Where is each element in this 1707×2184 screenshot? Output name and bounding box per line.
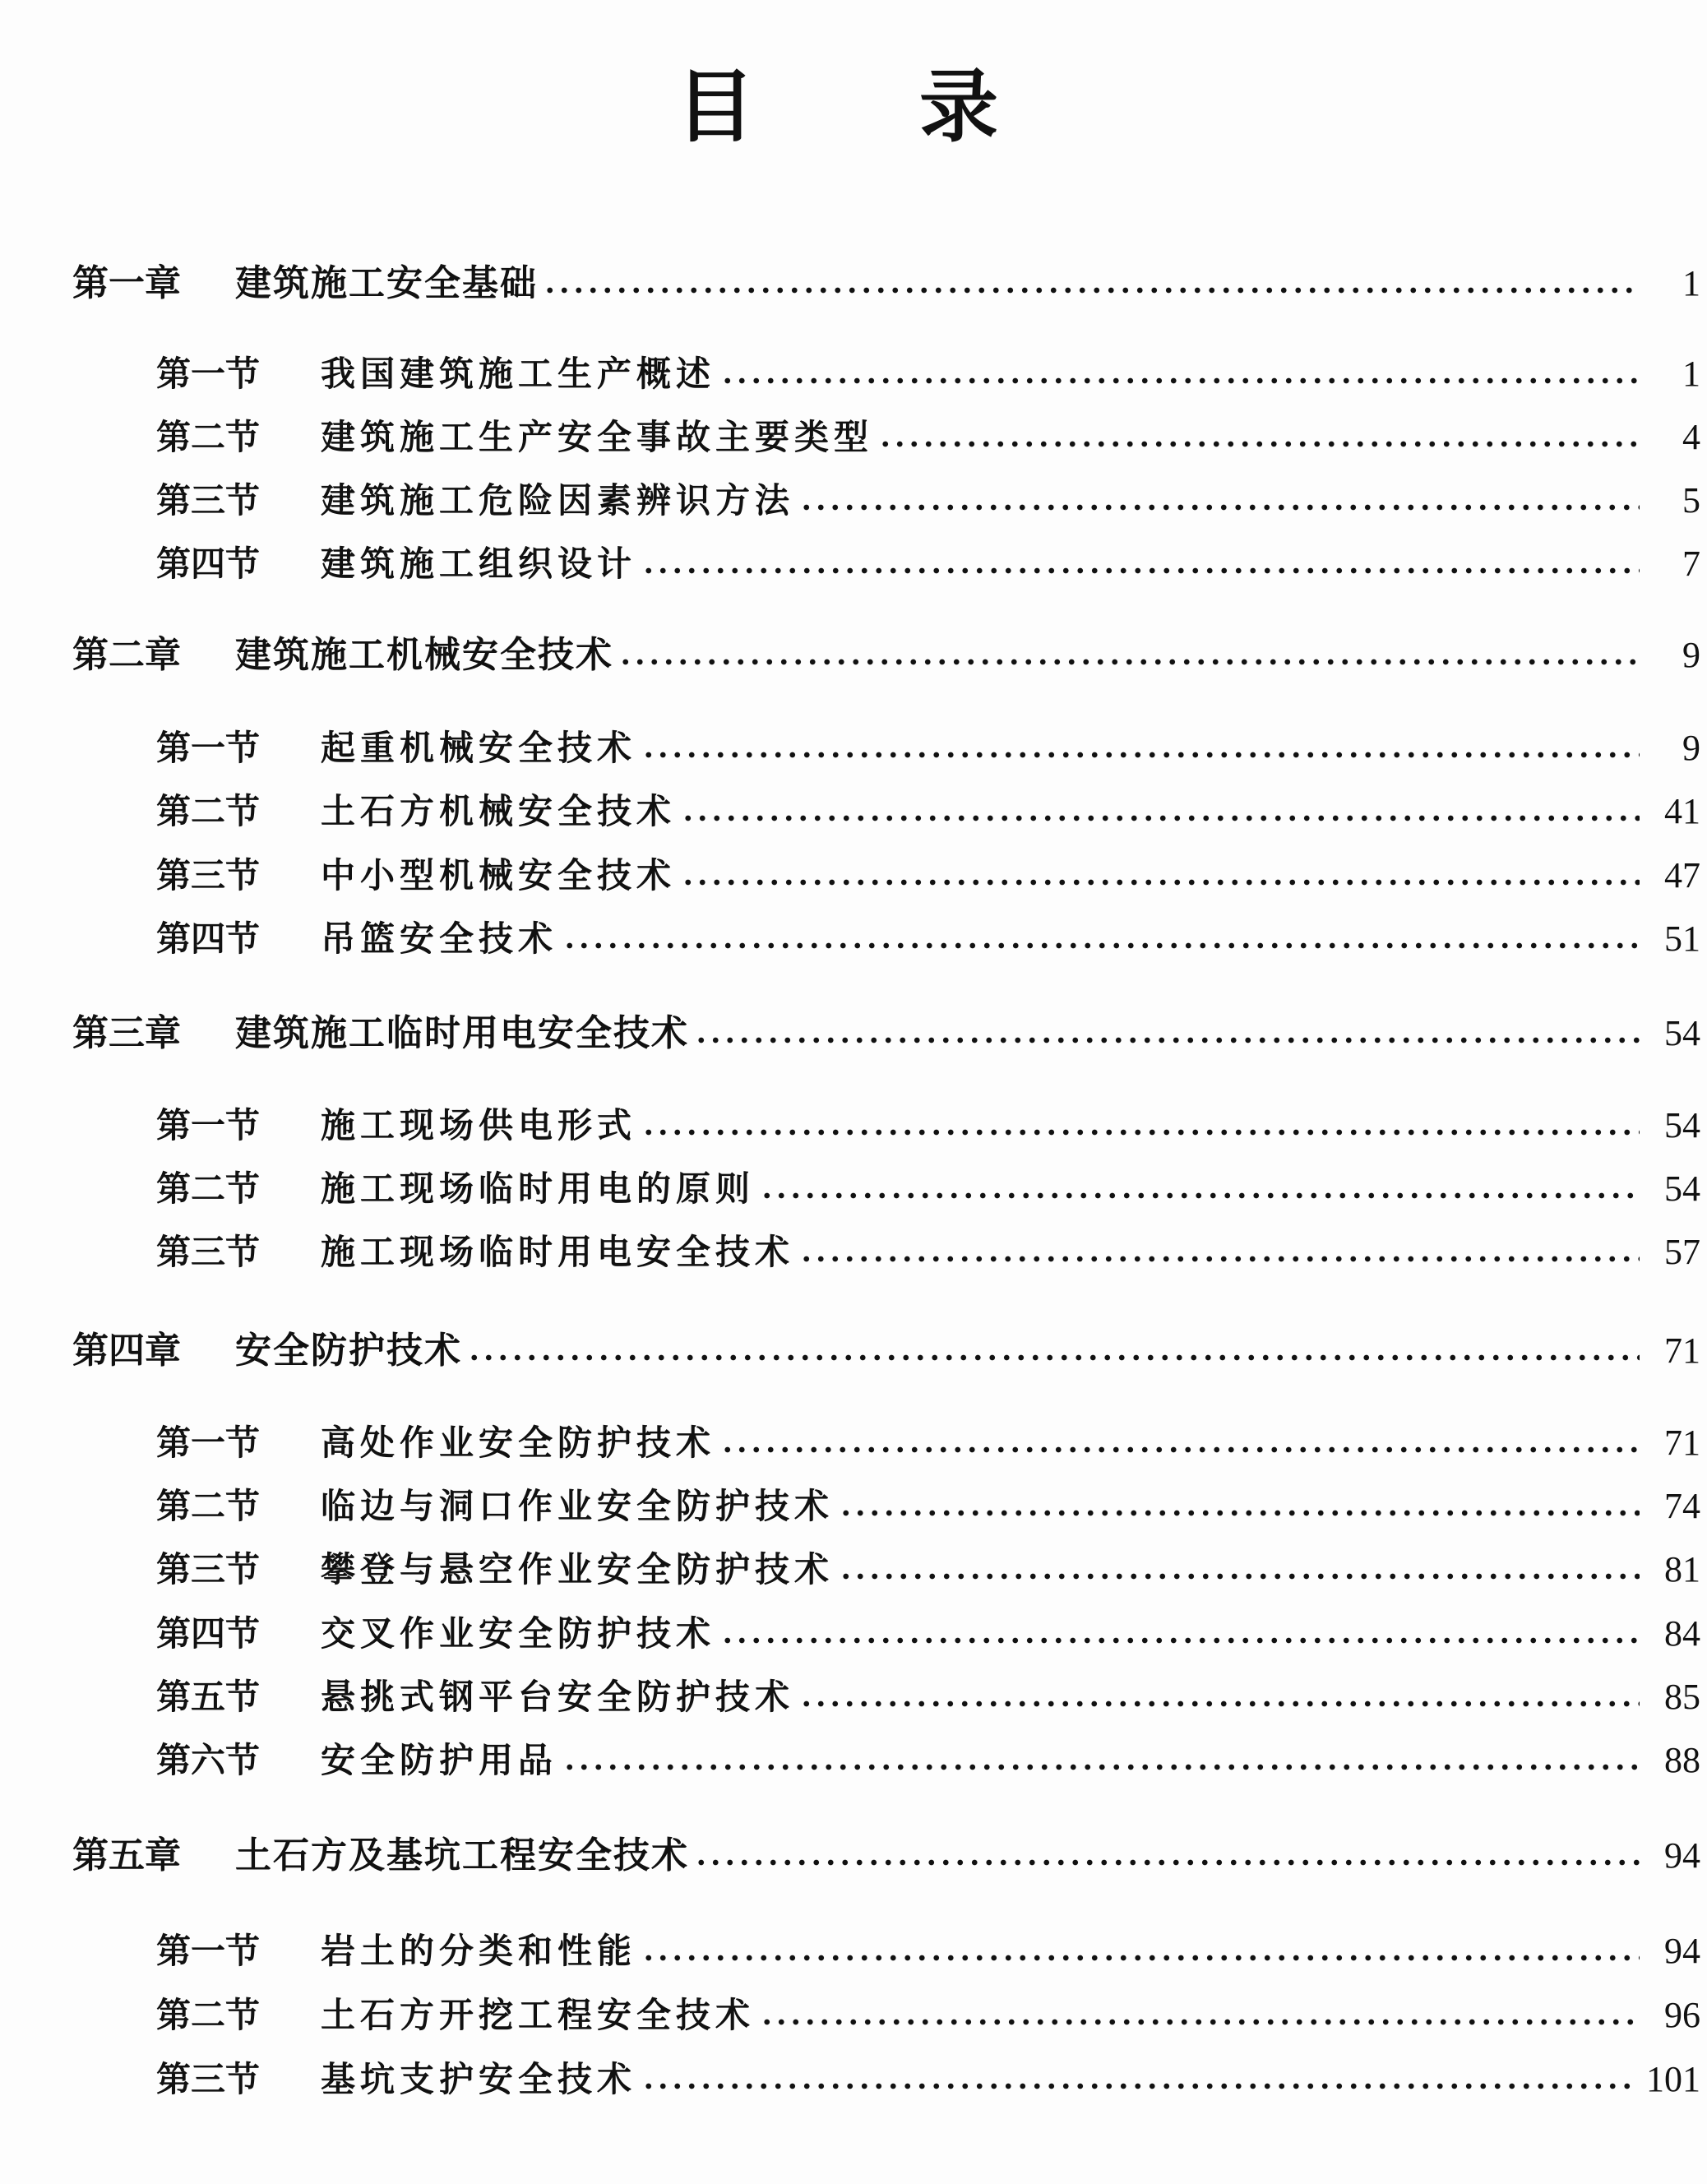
section-label: 第三节 [156,855,261,895]
section-title: 吊篮安全技术 [321,918,558,959]
page-number: 54 [1664,1168,1700,1209]
section-label: 第六节 [156,1740,261,1780]
dot-leader [720,1636,1640,1645]
page-number: 54 [1664,1013,1700,1053]
page-number: 71 [1664,1423,1700,1463]
toc-section-3-3[interactable] [156,1224,1707,1281]
section-label: 第四节 [156,918,261,959]
toc-chapter-5[interactable] [72,1827,1707,1885]
dot-leader [760,2018,1640,2026]
toc-section-5-1[interactable] [156,1923,1707,1980]
dot-leader [641,567,1640,575]
section-label: 第四节 [156,1613,261,1654]
toc-section-4-3[interactable] [156,1541,1707,1599]
section-title: 建筑施工危险因素辨识方法 [321,480,795,521]
dot-leader [799,1700,1640,1708]
toc-section-3-1[interactable] [156,1097,1707,1154]
section-label: 第一节 [156,728,261,768]
page-number: 81 [1664,1549,1700,1589]
section-label: 第一节 [156,1931,261,1971]
section-title: 安全防护用品 [321,1740,558,1780]
section-label: 第四节 [156,544,261,584]
page-number: 51 [1664,918,1700,959]
dot-leader [562,942,1640,950]
page-number: 88 [1664,1740,1700,1780]
toc-section-1-4[interactable] [156,535,1707,593]
section-label: 第三节 [156,1549,261,1589]
dot-leader [641,1128,1640,1136]
page-number: 94 [1664,1835,1700,1876]
toc-section-5-3[interactable] [156,2051,1707,2108]
toc-section-2-3[interactable] [156,847,1707,905]
section-label: 第三节 [156,1232,261,1272]
page-number: 1 [1682,354,1700,394]
section-label: 第二节 [156,1168,261,1209]
page-number: 7 [1682,544,1700,584]
chapter-title: 建筑施工安全基础 [235,262,538,304]
toc-chapter-4[interactable] [72,1322,1707,1380]
section-title: 起重机械安全技术 [321,728,637,768]
page-number: 41 [1664,791,1700,831]
toc-section-4-4[interactable] [156,1605,1707,1663]
toc-chapter-3[interactable] [72,1005,1707,1062]
chapter-label: 第一章 [72,262,181,304]
dot-leader [543,286,1640,294]
chapter-title: 建筑施工临时用电安全技术 [235,1012,689,1054]
section-title: 岩土的分类和性能 [321,1931,637,1971]
chapter-label: 第五章 [72,1835,181,1876]
page-number: 96 [1664,1995,1700,2035]
section-label: 第三节 [156,2059,261,2099]
toc-chapter-1[interactable] [72,255,1707,312]
chapter-title: 土石方及基坑工程安全技术 [235,1835,689,1876]
section-label: 第一节 [156,1105,261,1145]
section-title: 建筑施工组织设计 [321,544,637,584]
chapter-title: 建筑施工机械安全技术 [235,634,613,676]
toc-section-2-2[interactable] [156,783,1707,840]
section-title: 施工现场临时用电的原则 [321,1168,756,1209]
page-number: 84 [1664,1613,1700,1654]
toc-section-4-6[interactable] [156,1732,1707,1789]
page-number: 71 [1664,1330,1700,1371]
chapter-title: 安全防护技术 [235,1330,462,1372]
section-title: 建筑施工生产安全事故主要类型 [321,417,874,457]
dot-leader [720,1446,1640,1454]
section-label: 第二节 [156,417,261,457]
dot-leader [799,1255,1640,1263]
page-number: 9 [1682,635,1700,675]
dot-leader [681,814,1640,822]
page-number: 94 [1664,1931,1700,1971]
dot-leader [641,751,1640,759]
dot-leader [694,1858,1640,1867]
section-title: 施工现场供电形式 [321,1105,637,1145]
dot-leader [839,1509,1640,1517]
chapter-label: 第二章 [72,634,181,676]
toc-section-1-3[interactable] [156,472,1707,530]
page-number: 85 [1664,1677,1700,1717]
page-title: 目录 [676,60,1163,153]
section-label: 第二节 [156,791,261,831]
dot-leader [878,440,1640,448]
toc-section-1-1[interactable] [156,345,1707,403]
toc-section-3-2[interactable] [156,1160,1707,1218]
page-number: 9 [1682,728,1700,768]
section-label: 第二节 [156,1995,261,2035]
section-title: 中小型机械安全技术 [321,855,677,895]
section-title: 临边与洞口作业安全防护技术 [321,1486,835,1526]
section-label: 第五节 [156,1677,261,1717]
page-number: 47 [1664,855,1700,895]
dot-leader [681,878,1640,886]
section-title: 施工现场临时用电安全技术 [321,1232,795,1272]
page-number: 5 [1682,480,1700,521]
section-title: 我国建筑施工生产概述 [321,354,716,394]
dot-leader [694,1036,1640,1044]
toc-section-1-2[interactable] [156,409,1707,466]
toc-section-2-4[interactable] [156,910,1707,968]
toc-section-5-2[interactable] [156,1987,1707,2044]
section-label: 第三节 [156,480,261,521]
dot-leader [618,658,1640,666]
dot-leader [720,377,1640,385]
section-title: 攀登与悬空作业安全防护技术 [321,1549,835,1589]
section-title: 基坑支护安全技术 [321,2059,637,2099]
section-title: 交叉作业安全防护技术 [321,1613,716,1654]
dot-leader [641,2082,1631,2090]
dot-leader [760,1191,1640,1200]
page-number: 74 [1664,1486,1700,1526]
section-title: 悬挑式钢平台安全防护技术 [321,1677,795,1717]
chapter-label: 第四章 [72,1330,181,1372]
toc-section-4-5[interactable] [156,1668,1707,1726]
toc-section-4-2[interactable] [156,1478,1707,1535]
toc-section-2-1[interactable] [156,720,1707,777]
dot-leader [641,1954,1640,1962]
section-title: 土石方开挖工程安全技术 [321,1995,756,2035]
toc-section-4-1[interactable] [156,1414,1707,1472]
page-number: 54 [1664,1105,1700,1145]
section-title: 土石方机械安全技术 [321,791,677,831]
dot-leader [562,1763,1640,1771]
page-number: 4 [1682,417,1700,457]
dot-leader [467,1353,1640,1362]
chapter-label: 第三章 [72,1012,181,1054]
section-label: 第二节 [156,1486,261,1526]
page-number: 1 [1682,263,1700,303]
section-label: 第一节 [156,1423,261,1463]
dot-leader [799,503,1640,511]
page-number: 101 [1646,2059,1700,2099]
section-label: 第一节 [156,354,261,394]
page-number: 57 [1664,1232,1700,1272]
section-title: 高处作业安全防护技术 [321,1423,716,1463]
toc-chapter-2[interactable] [72,627,1707,684]
dot-leader [839,1572,1640,1580]
